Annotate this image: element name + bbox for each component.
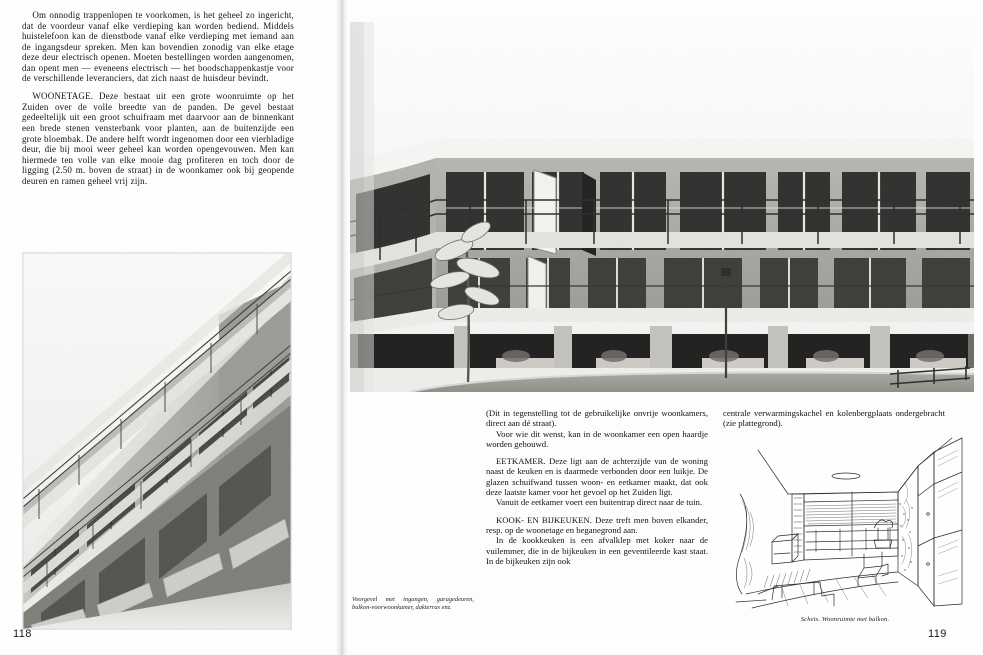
living-room-sketch xyxy=(722,436,968,611)
street-facade-photo xyxy=(350,22,974,392)
paragraph-mid-6: In de kookkeuken is een afvalklep met koker naar de vuilemmer, die in de bijkeuken in een geventileerde kast staat. In de bijkeuken zijn ook xyxy=(486,535,708,566)
street-facade-photo-graphic xyxy=(350,22,974,392)
paragraph-eetkamer: EETKAMER. Deze ligt aan de achterzijde van de woning naast de keuken en is daarmede verbonden door een luikje. De glazen schuifwand tussen woon- en eetkamer maakt, dat ook deze laatste kamer voor het gevoel op het Zuiden ligt. xyxy=(486,456,708,498)
sketch-caption: Schets. Woonruimte met balkon. xyxy=(800,616,890,623)
living-room-sketch-graphic xyxy=(722,436,968,611)
paragraph-woonetage: WOONETAGE. Deze bestaat uit een grote woonruimte op het Zuiden over de volle breedte van de panden. De gevel bestaat gedeeltelijk uit een groot schuifraam met daarvoor aan de binnenkant een brede stenen vensterbank voor planten, aan de buitenzijde een grote bloembak. De andere helft wordt ingenomen door een vierbladige deur, die bij mooi weer geheel kan worden opengevouwen. Men kan hiermede ten volle van elke mooie dag profiteren en toch door de ligging (2.50 m. boven de straat) in de woonkamer ook bij geopende deuren en ramen geheel vrij zijn. xyxy=(22,91,294,186)
right-page-column-right xyxy=(723,408,945,429)
right-page-column-middle xyxy=(486,408,708,566)
page-number-left: 118 xyxy=(13,628,32,640)
left-page-body-text xyxy=(22,10,294,186)
paragraph-intro: Om onnodig trappenlopen te voorkomen, is het geheel zo ingericht, dat de voordeur vanaf elke verdieping kan worden bediend. Middels huistelefoon kan de dienstbode vanaf elke verdieping met iemand aan de ingangsdeur spreken. Men kan bovendien zonodig van elke etage deze deur electrisch openen. Moeten bestellingen worden aangenomen, dan opent men — eveneens electrisch — het boodschappenkastje voor de verschillende leveranciers, dat zich naast de huisdeur bevindt. xyxy=(22,10,294,84)
facade-perspective-photo-graphic xyxy=(23,253,291,629)
paragraph-kook-en-bijkeuken: KOOK- EN BIJKEUKEN. Deze treft men boven elkander, resp. op de woonetage en beganegrond aan. xyxy=(486,514,708,535)
paragraph-mid-4: Vanuit de eetkamer voert een buitentrap direct naar de tuin. xyxy=(496,497,702,508)
paragraph-mid-2: Voor wie dit wenst, kan in de woonkamer een open haardje worden gebouwd. xyxy=(486,428,708,449)
page-gutter xyxy=(336,0,348,655)
facade-perspective-photo xyxy=(22,252,292,630)
paragraph-right-1: centrale verwarmingskachel en kolenbergplaats ondergebracht (zie plattegrond). xyxy=(723,408,945,429)
page-number-right: 119 xyxy=(928,628,947,640)
paragraph-mid-1: (Dit in tegenstelling tot de gebruikelijke onvrije woonkamers, direct aan dé straat). xyxy=(486,408,708,429)
top-photo-caption: Voorgevel met ingangen, garagedeuren, balkon-voorwoonkamer, dakterras enz. xyxy=(352,596,474,612)
